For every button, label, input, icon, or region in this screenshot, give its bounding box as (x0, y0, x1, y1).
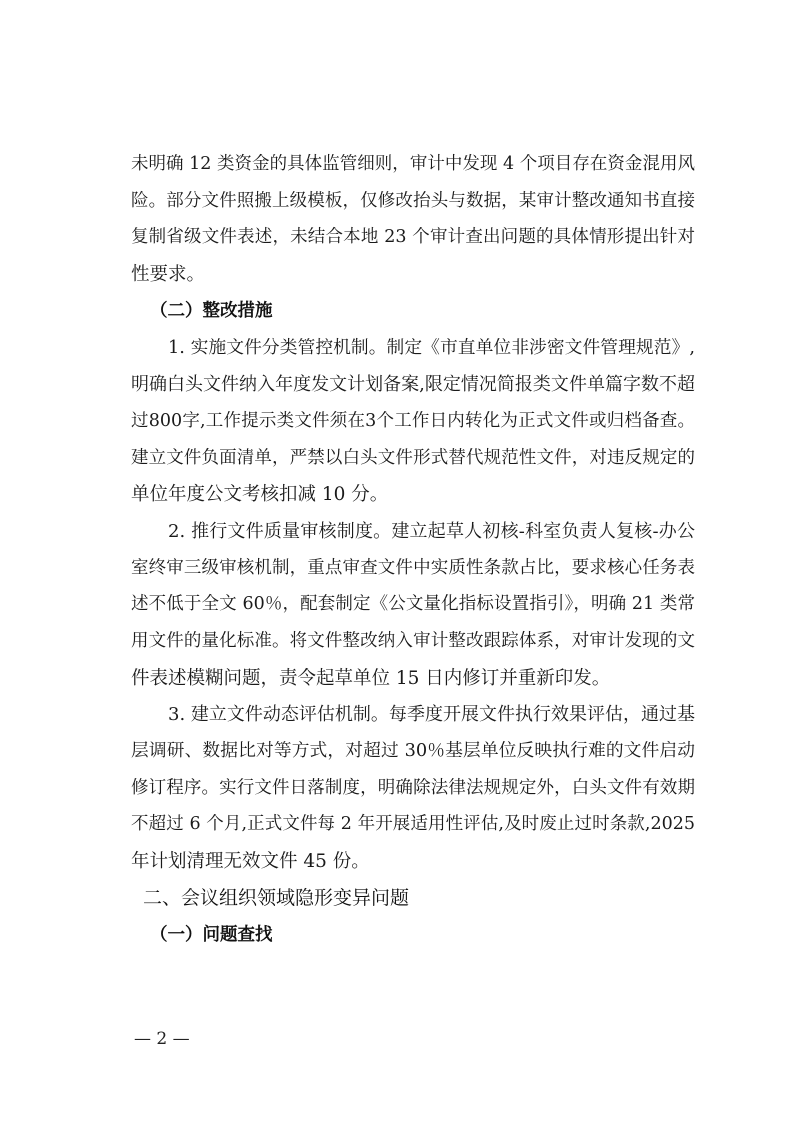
paragraph-line: 件表述模糊问题，责令起草单位 15 日内修订并重新印发。 (131, 668, 611, 689)
paragraph-line: 3. 建立文件动态评估机制。每季度开展文件执行效果评估，通过基 (168, 704, 695, 725)
page-number: — 2 — (134, 1029, 190, 1049)
paragraph-line: 建立文件负面清单，严禁以白头文件形式替代规范性文件，对违反规定的 (131, 448, 695, 468)
paragraph-line: 复制省级文件表述，未结合本地 23 个审计查出问题的具体情形提出针对 (131, 227, 695, 247)
paragraph-line: 述不低于全文 60％，配套制定《公文量化指标设置指引》，明确 21 类常 (131, 594, 695, 614)
section-heading: 二、会议组织领域隐形变异问题 (143, 887, 410, 909)
paragraph-line: 1. 实施文件分类管控机制。制定《市直单位非涉密文件管理规范》, (168, 338, 695, 358)
subheading-problem-finding: （一）问题查找 (150, 925, 273, 945)
paragraph-line: 修订程序。实行文件日落制度，明确除法律法规规定外，白头文件有效期 (131, 778, 695, 798)
paragraph-line: 明确白头文件纳入年度发文计划备案,限定情况简报类文件单篇字数不超 (131, 374, 695, 395)
paragraph-line: 不超过 6 个月,正式文件每 2 年开展适用性评估,及时废止过时条款,2025 (131, 814, 695, 834)
paragraph-line: 层调研、数据比对等方式，对超过 30％基层单位反映执行难的文件启动 (131, 741, 695, 761)
paragraph-line: 险。部分文件照搬上级模板，仅修改抬头与数据，某审计整改通知书直接 (131, 191, 695, 211)
paragraph-line: 单位年度公文考核扣减 10 分。 (131, 484, 389, 505)
paragraph-line: 未明确 12 类资金的具体监管细则，审计中发现 4 个项目存在资金混用风 (131, 154, 695, 174)
paragraph-line: 过800字,工作提示类文件须在3个工作日内转化为正式文件或归档备查。 (131, 411, 695, 431)
paragraph-line: 年计划清理无效文件 45 份。 (131, 851, 370, 872)
subheading-rectification-measures: （二）整改措施 (150, 301, 273, 321)
paragraph-line: 室终审三级审核机制，重点审查文件中实质性条款占比，要求核心任务表 (131, 558, 695, 578)
paragraph-line: 性要求。 (131, 264, 206, 285)
paragraph-line: 用文件的量化标准。将文件整改纳入审计整改跟踪体系，对审计发现的文 (131, 631, 695, 651)
paragraph-line: 2. 推行文件质量审核制度。建立起草人初核-科室负责人复核-办公 (168, 521, 695, 542)
